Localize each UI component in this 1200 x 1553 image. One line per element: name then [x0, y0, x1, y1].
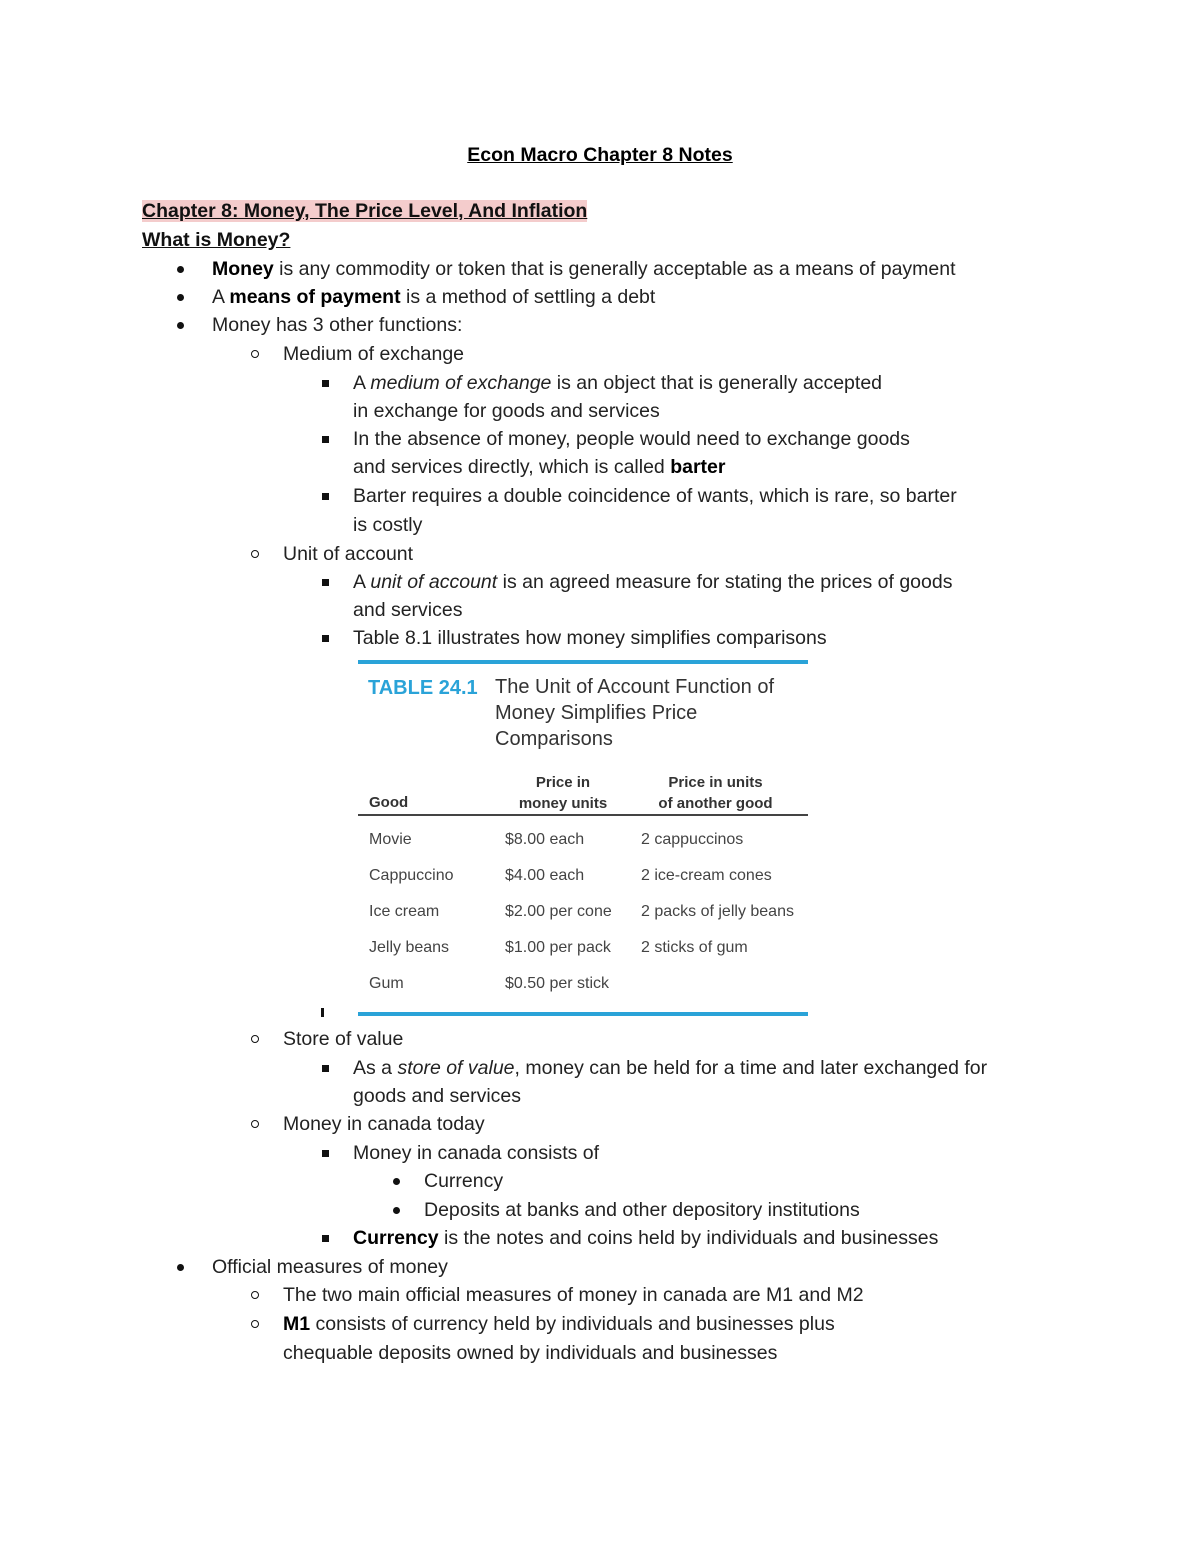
bullet-square-icon — [313, 369, 337, 397]
table-top-rule — [358, 660, 808, 664]
section-heading: What is Money? — [142, 229, 291, 251]
list-item-continuation: and services — [353, 599, 463, 621]
bullet-circle-icon — [243, 1310, 267, 1338]
table-row: Movie $8.00 each 2 cappuccinos — [369, 831, 744, 848]
column-header-other-line1: Price in units — [668, 774, 763, 791]
bullet-disc-icon — [168, 1253, 192, 1281]
list-item: A means of payment is a method of settling a debt — [212, 286, 656, 308]
list-item: In the absence of money, people would need to exchange goods — [353, 428, 910, 450]
list-item: Table 8.1 illustrates how money simplifies comparisons — [353, 627, 827, 649]
bullet-disc-icon — [384, 1167, 408, 1195]
column-header-money-line1: Price in — [535, 774, 591, 791]
list-item: Store of value — [283, 1028, 404, 1050]
list-item: Medium of exchange — [283, 343, 465, 365]
list-item: A unit of account is an agreed measure for stating the prices of goods — [353, 571, 953, 593]
list-item-continuation: is costly — [353, 514, 423, 536]
chapter-heading — [142, 197, 587, 225]
list-item: M1 consists of currency held by individuals and businesses plus — [283, 1313, 835, 1335]
list-item: As a store of value, money can be held for a time and later exchanged for — [353, 1057, 988, 1079]
table-image — [358, 660, 808, 1016]
list-item: A medium of exchange is an object that is generally accepted — [353, 372, 883, 394]
column-header-other-line2: of another good — [658, 795, 773, 812]
bullet-circle-icon — [243, 340, 267, 368]
chapter-heading-text: Chapter 8: Money, The Price Level, And Inflation — [142, 200, 588, 222]
table-row: Cappuccino $4.00 each 2 ice-cream cones — [369, 867, 772, 884]
list-item: Deposits at banks and other depository institutions — [424, 1199, 860, 1221]
table-number: TABLE 24.1 — [368, 677, 478, 699]
list-item: Official measures of money — [212, 1256, 448, 1278]
list-item: Money in canada today — [283, 1113, 485, 1135]
bullet-circle-icon — [243, 1110, 267, 1138]
bullet-circle-icon — [243, 540, 267, 568]
bullet-square-icon — [313, 425, 337, 453]
list-item-continuation: chequable deposits owned by individuals and businesses — [283, 1342, 778, 1364]
bullet-square-icon — [313, 624, 337, 652]
table-row: Gum $0.50 per stick — [369, 975, 610, 992]
list-item: Barter requires a double coincidence of wants, which is rare, so barter — [353, 485, 957, 507]
column-header-money-line2: money units — [518, 795, 608, 812]
list-item: The two main official measures of money in canada are M1 and M2 — [283, 1284, 864, 1306]
column-header-good: Good — [369, 794, 409, 811]
list-item: Currency is the notes and coins held by individuals and businesses — [353, 1227, 939, 1249]
bullet-disc-icon — [168, 255, 192, 283]
list-item: Money in canada consists of — [353, 1142, 600, 1164]
table-row: Jelly beans $1.00 per pack 2 sticks of gum — [369, 939, 748, 956]
bullet-square-icon — [313, 1224, 337, 1252]
list-item-continuation: and services directly, which is called barter — [353, 456, 726, 478]
list-item-continuation: goods and services — [353, 1085, 522, 1107]
list-item: Unit of account — [283, 543, 414, 565]
table-header-rule — [358, 814, 808, 816]
table-bottom-rule — [358, 1012, 808, 1016]
bullet-disc-icon — [384, 1196, 408, 1224]
bullet-disc-icon — [168, 311, 192, 339]
list-item: Money has 3 other functions: — [212, 314, 463, 336]
document-title: Econ Macro Chapter 8 Notes — [467, 144, 733, 166]
bullet-square-icon — [313, 568, 337, 596]
list-item-continuation: in exchange for goods and services — [353, 400, 660, 422]
list-item: Money is any commodity or token that is generally acceptable as a means of payment — [212, 258, 956, 280]
bullet-disc-icon — [168, 283, 192, 311]
bullet-square-icon — [313, 1054, 337, 1082]
bullet-square-icon — [310, 997, 334, 1025]
bullet-square-icon — [313, 1139, 337, 1167]
table-caption: The Unit of Account Function of Money Simplifies Price Comparisons — [495, 676, 775, 750]
table-row: Ice cream $2.00 per cone 2 packs of jelly beans — [369, 903, 794, 920]
list-item: Currency — [424, 1170, 504, 1192]
bullet-circle-icon — [243, 1025, 267, 1053]
bullet-square-icon — [313, 482, 337, 510]
bullet-circle-icon — [243, 1281, 267, 1309]
